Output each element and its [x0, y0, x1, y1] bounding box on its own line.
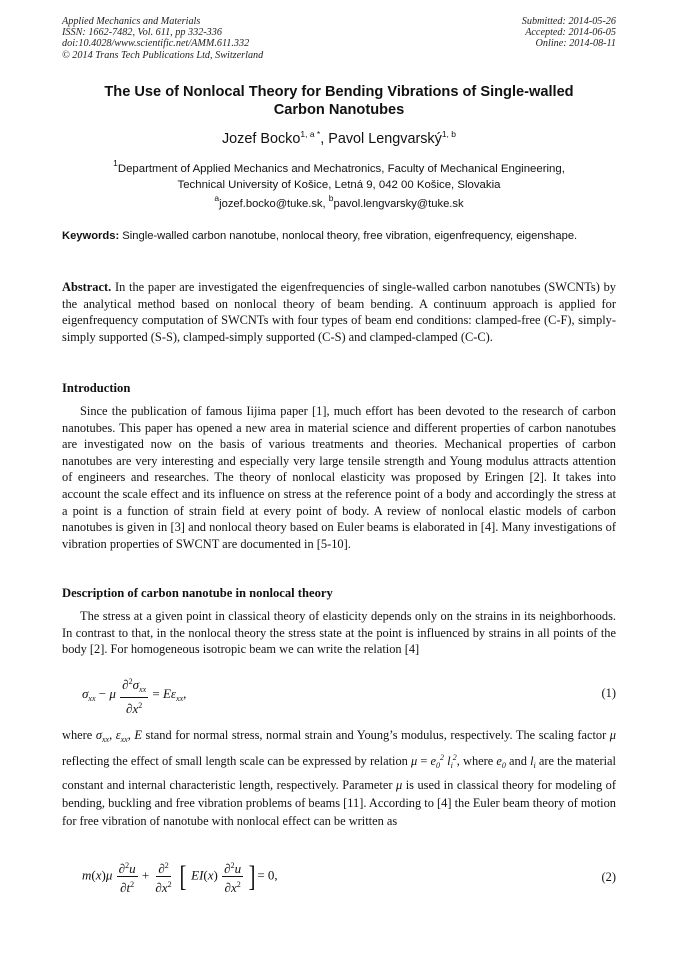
- author-1-sup: 1, a *: [300, 129, 321, 139]
- section-paragraph-2: [62, 726, 616, 830]
- submitted-date: Submitted: 2014-05-26: [521, 16, 616, 27]
- affiliation-line-1: Department of Applied Mechanics and Mechatronics, Faculty of Mechanical Engineering,: [117, 163, 565, 175]
- affiliation-sup: 1: [113, 158, 118, 168]
- affiliation-line-2: Technical University of Košice, Letná 9, 042 00 Košice, Slovakia: [177, 178, 501, 191]
- p2-part-a: where: [62, 728, 96, 742]
- journal-name: Applied Mechanics and Materials: [62, 16, 201, 27]
- author-2-sup: 1, b: [441, 129, 457, 139]
- equation-1-number: (1): [601, 686, 616, 700]
- online-date: Online: 2014-08-11: [535, 38, 616, 50]
- author-1: Jozef Bocko: [221, 131, 301, 147]
- journal-issn: ISSN: 1662-7482, Vol. 611, pp 332-336: [62, 27, 222, 39]
- author-list: [62, 129, 616, 147]
- introduction-text: Since the publication of famous Iijima paper [1], much effort has been devoted to the research of carbon nanotubes. This paper has opened a new area in material science and different properties of carbon nanotubes are investigated now on the basis of various treatments and theories. Mechanical properties of carbon nanotubes are very interesting and especially very large tensile strength and Young modulus attracts attention of engineers and researches. The theory of nonlocal elasticity was proposed by Eringen [2]. It takes into account the scale effect and its influence on stress at the reference point of a body and accordingly the stress at a point is a function of strain field at every point of body. A review of nonlocal elastic models of carbon nanotubes is given in [3] and nonlocal theory based on Euler beams is elaborated in [4]. Many investigations of vibration properties of SWCNT are documented in [5-10].: [62, 404, 616, 551]
- section-paragraph-1: The stress at a given point in classical theory of elasticity depends only on the strains in its neighborhoods. In contrast to that, in the nonlocal theory the stress state at the point is influenced by strains in all points of the body [2]. For homogeneous isotropic beam we can write the relation [4]: [62, 609, 616, 657]
- email-a-sup: a: [214, 193, 220, 203]
- p2-part-f: are the material constant and internal characteristic length, respectively. Parameter: [62, 754, 616, 792]
- journal-doi: doi:10.4028/www.scientific.net/AMM.611.332: [62, 38, 250, 50]
- p2-part-d: , where: [456, 754, 497, 769]
- submission-dates: [522, 16, 616, 50]
- inline-symbols-stress-strain-modulus: $\sigma_{xx}$, $\varepsilon_{xx}$, E: [95, 728, 142, 744]
- section-heading: Description of carbon nanotube in nonlocal theory: [62, 586, 333, 600]
- journal-info: [62, 16, 263, 61]
- email-b: pavol.lengvarsky@tuke.sk: [333, 198, 464, 210]
- journal-copyright: © 2014 Trans Tech Publications Ltd, Switzerland: [62, 49, 264, 61]
- abstract-text: In the paper are investigated the eigenfrequencies of single-walled carbon nanotubes (SWCNTs) by the analytical method based on nonlocal theory of beam bending. A continuum approach is applied for eigenfrequency computation of SWCNTs with four types of beam end conditions: clamped-free (C-F), simply-simply supported (S-S), clamped-simply supported (C-S) and clamped-clamped (C-C).: [62, 280, 616, 344]
- equation-2-number: (2): [601, 870, 616, 884]
- inline-symbol-li: $l_i$: [530, 754, 536, 771]
- email-separator: ,: [322, 198, 329, 210]
- inline-symbol-e0: $e_0$: [496, 754, 506, 771]
- title-line-1: The Use of Nonlocal Theory for Bending Vibrations of Single-walled: [104, 84, 574, 100]
- paper-title: [62, 83, 616, 119]
- author-emails: [62, 193, 616, 210]
- inline-relation-mu: $\mu = e_0^2$ $l_i^2$: [410, 753, 457, 771]
- abstract-label: Abstract.: [62, 280, 112, 294]
- equation-1: $\sigma_{xx} - \mu$ $\frac{\partial^2\sigma_{xx}}{\partial x^2}$ = $E\varepsilon_{xx}$,: [82, 674, 186, 716]
- keywords: [62, 229, 616, 243]
- abstract: [62, 279, 616, 345]
- equation-2: m(x)μ $\frac{\partial^2u}{\partial t^2}$ + $\frac{\partial^2}{\partial x^2}$ [ EI(x) $\frac{\partial^2u}{\partial x^2}$ ] = 0,: [82, 859, 278, 895]
- accepted-date: Accepted: 2014-06-05: [525, 27, 616, 39]
- keywords-text: Single-walled carbon nanotube, nonlocal theory, free vibration, eigenfrequency, eigenshape.: [119, 230, 578, 242]
- author-2: Pavol Lengvarský: [328, 131, 442, 147]
- inline-symbol-mu: μ: [609, 728, 617, 742]
- p2-part-b: stand for normal stress, normal strain and Young’s modulus, respectively. The scaling factor: [141, 728, 610, 742]
- p2-part-g: is used in classical theory for modeling of bending, buckling and free vibration problems of beams [11]. According to [4] the Euler beam theory of motion for free vibration of nanotube with nonlocal effect can be written as: [62, 777, 616, 828]
- author-separator: ,: [320, 131, 329, 147]
- introduction-heading: Introduction: [62, 381, 131, 395]
- title-line-2: Carbon Nanotubes: [273, 102, 405, 118]
- email-b-sup: b: [328, 193, 334, 203]
- p2-part-e: and: [505, 754, 531, 769]
- keywords-label: Keywords:: [62, 230, 120, 242]
- p2-part-c: reflecting the effect of small length scale can be expressed by relation: [62, 754, 411, 769]
- affiliation: [62, 156, 616, 193]
- inline-symbol-mu-2: μ: [395, 777, 403, 792]
- email-a: jozef.bocko@tuke.sk: [219, 198, 323, 210]
